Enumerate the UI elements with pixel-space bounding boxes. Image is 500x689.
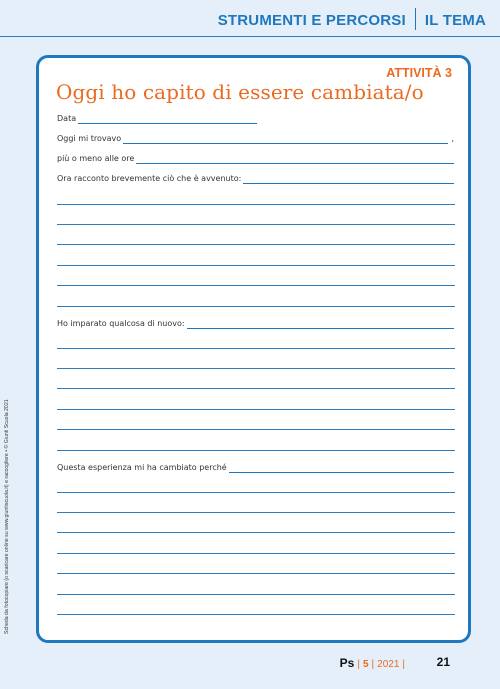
writing-line[interactable] bbox=[57, 573, 455, 574]
issue-number: 5 bbox=[362, 659, 369, 670]
writing-line[interactable] bbox=[57, 348, 455, 349]
writing-line[interactable] bbox=[57, 285, 455, 286]
worksheet-card bbox=[36, 55, 471, 643]
footer-separator: | bbox=[357, 659, 360, 670]
writing-line[interactable] bbox=[57, 532, 455, 533]
time-line[interactable] bbox=[136, 155, 454, 164]
section-title: STRUMENTI E PERCORSI bbox=[217, 11, 406, 29]
change-label: Questa esperienza mi ha cambiato perché bbox=[57, 463, 227, 472]
time-label: più o meno alle ore bbox=[57, 154, 135, 163]
writing-line[interactable] bbox=[57, 450, 455, 451]
story-label: Ora racconto brevemente ciò che è avvenuto: bbox=[57, 174, 242, 183]
page-header bbox=[218, 10, 486, 30]
change-field[interactable] bbox=[57, 463, 454, 473]
location-label: Oggi mi trovavo bbox=[57, 134, 122, 143]
footer-credit bbox=[340, 656, 405, 670]
learned-label: Ho imparato qualcosa di nuovo: bbox=[57, 319, 185, 328]
writing-line[interactable] bbox=[57, 265, 455, 266]
location-line[interactable] bbox=[123, 135, 448, 144]
learned-field[interactable] bbox=[57, 319, 454, 329]
writing-line[interactable] bbox=[57, 244, 455, 245]
writing-line[interactable] bbox=[57, 368, 455, 369]
story-line[interactable] bbox=[243, 175, 454, 184]
writing-line[interactable] bbox=[57, 594, 455, 595]
story-field[interactable] bbox=[57, 174, 454, 184]
writing-line[interactable] bbox=[57, 512, 455, 513]
writing-line[interactable] bbox=[57, 492, 455, 493]
footer-separator: | bbox=[371, 659, 375, 670]
writing-line[interactable] bbox=[57, 204, 455, 205]
date-line[interactable] bbox=[78, 115, 257, 124]
worksheet-title: Oggi ho capito di essere cambiata/o bbox=[56, 80, 424, 104]
writing-line[interactable] bbox=[57, 429, 455, 430]
writing-line[interactable] bbox=[57, 224, 455, 225]
issue-year: 2021 bbox=[377, 659, 400, 670]
location-suffix: , bbox=[451, 134, 454, 143]
copyright-side-note: Scheda da fotocopiare (o scaricare online su www.giuntiscuola.it) e raccogliere • © Giunti Scuola 2021 bbox=[4, 399, 10, 634]
topic-title: IL TEMA bbox=[424, 11, 486, 29]
writing-line[interactable] bbox=[57, 614, 455, 615]
header-rule bbox=[0, 36, 500, 37]
time-field[interactable] bbox=[57, 154, 454, 164]
change-line[interactable] bbox=[229, 464, 454, 473]
date-field[interactable] bbox=[57, 114, 257, 124]
writing-line[interactable] bbox=[57, 388, 455, 389]
writing-line[interactable] bbox=[57, 553, 455, 554]
writing-line[interactable] bbox=[57, 306, 455, 307]
date-label: Data bbox=[57, 114, 77, 123]
activity-label: ATTIVITÀ 3 bbox=[386, 66, 452, 80]
writing-line[interactable] bbox=[57, 409, 455, 410]
learned-line[interactable] bbox=[187, 320, 454, 329]
location-field[interactable] bbox=[57, 134, 454, 144]
brand-logo: Ps bbox=[339, 656, 355, 670]
footer-separator: | bbox=[402, 659, 405, 670]
page-number: 21 bbox=[436, 655, 450, 669]
